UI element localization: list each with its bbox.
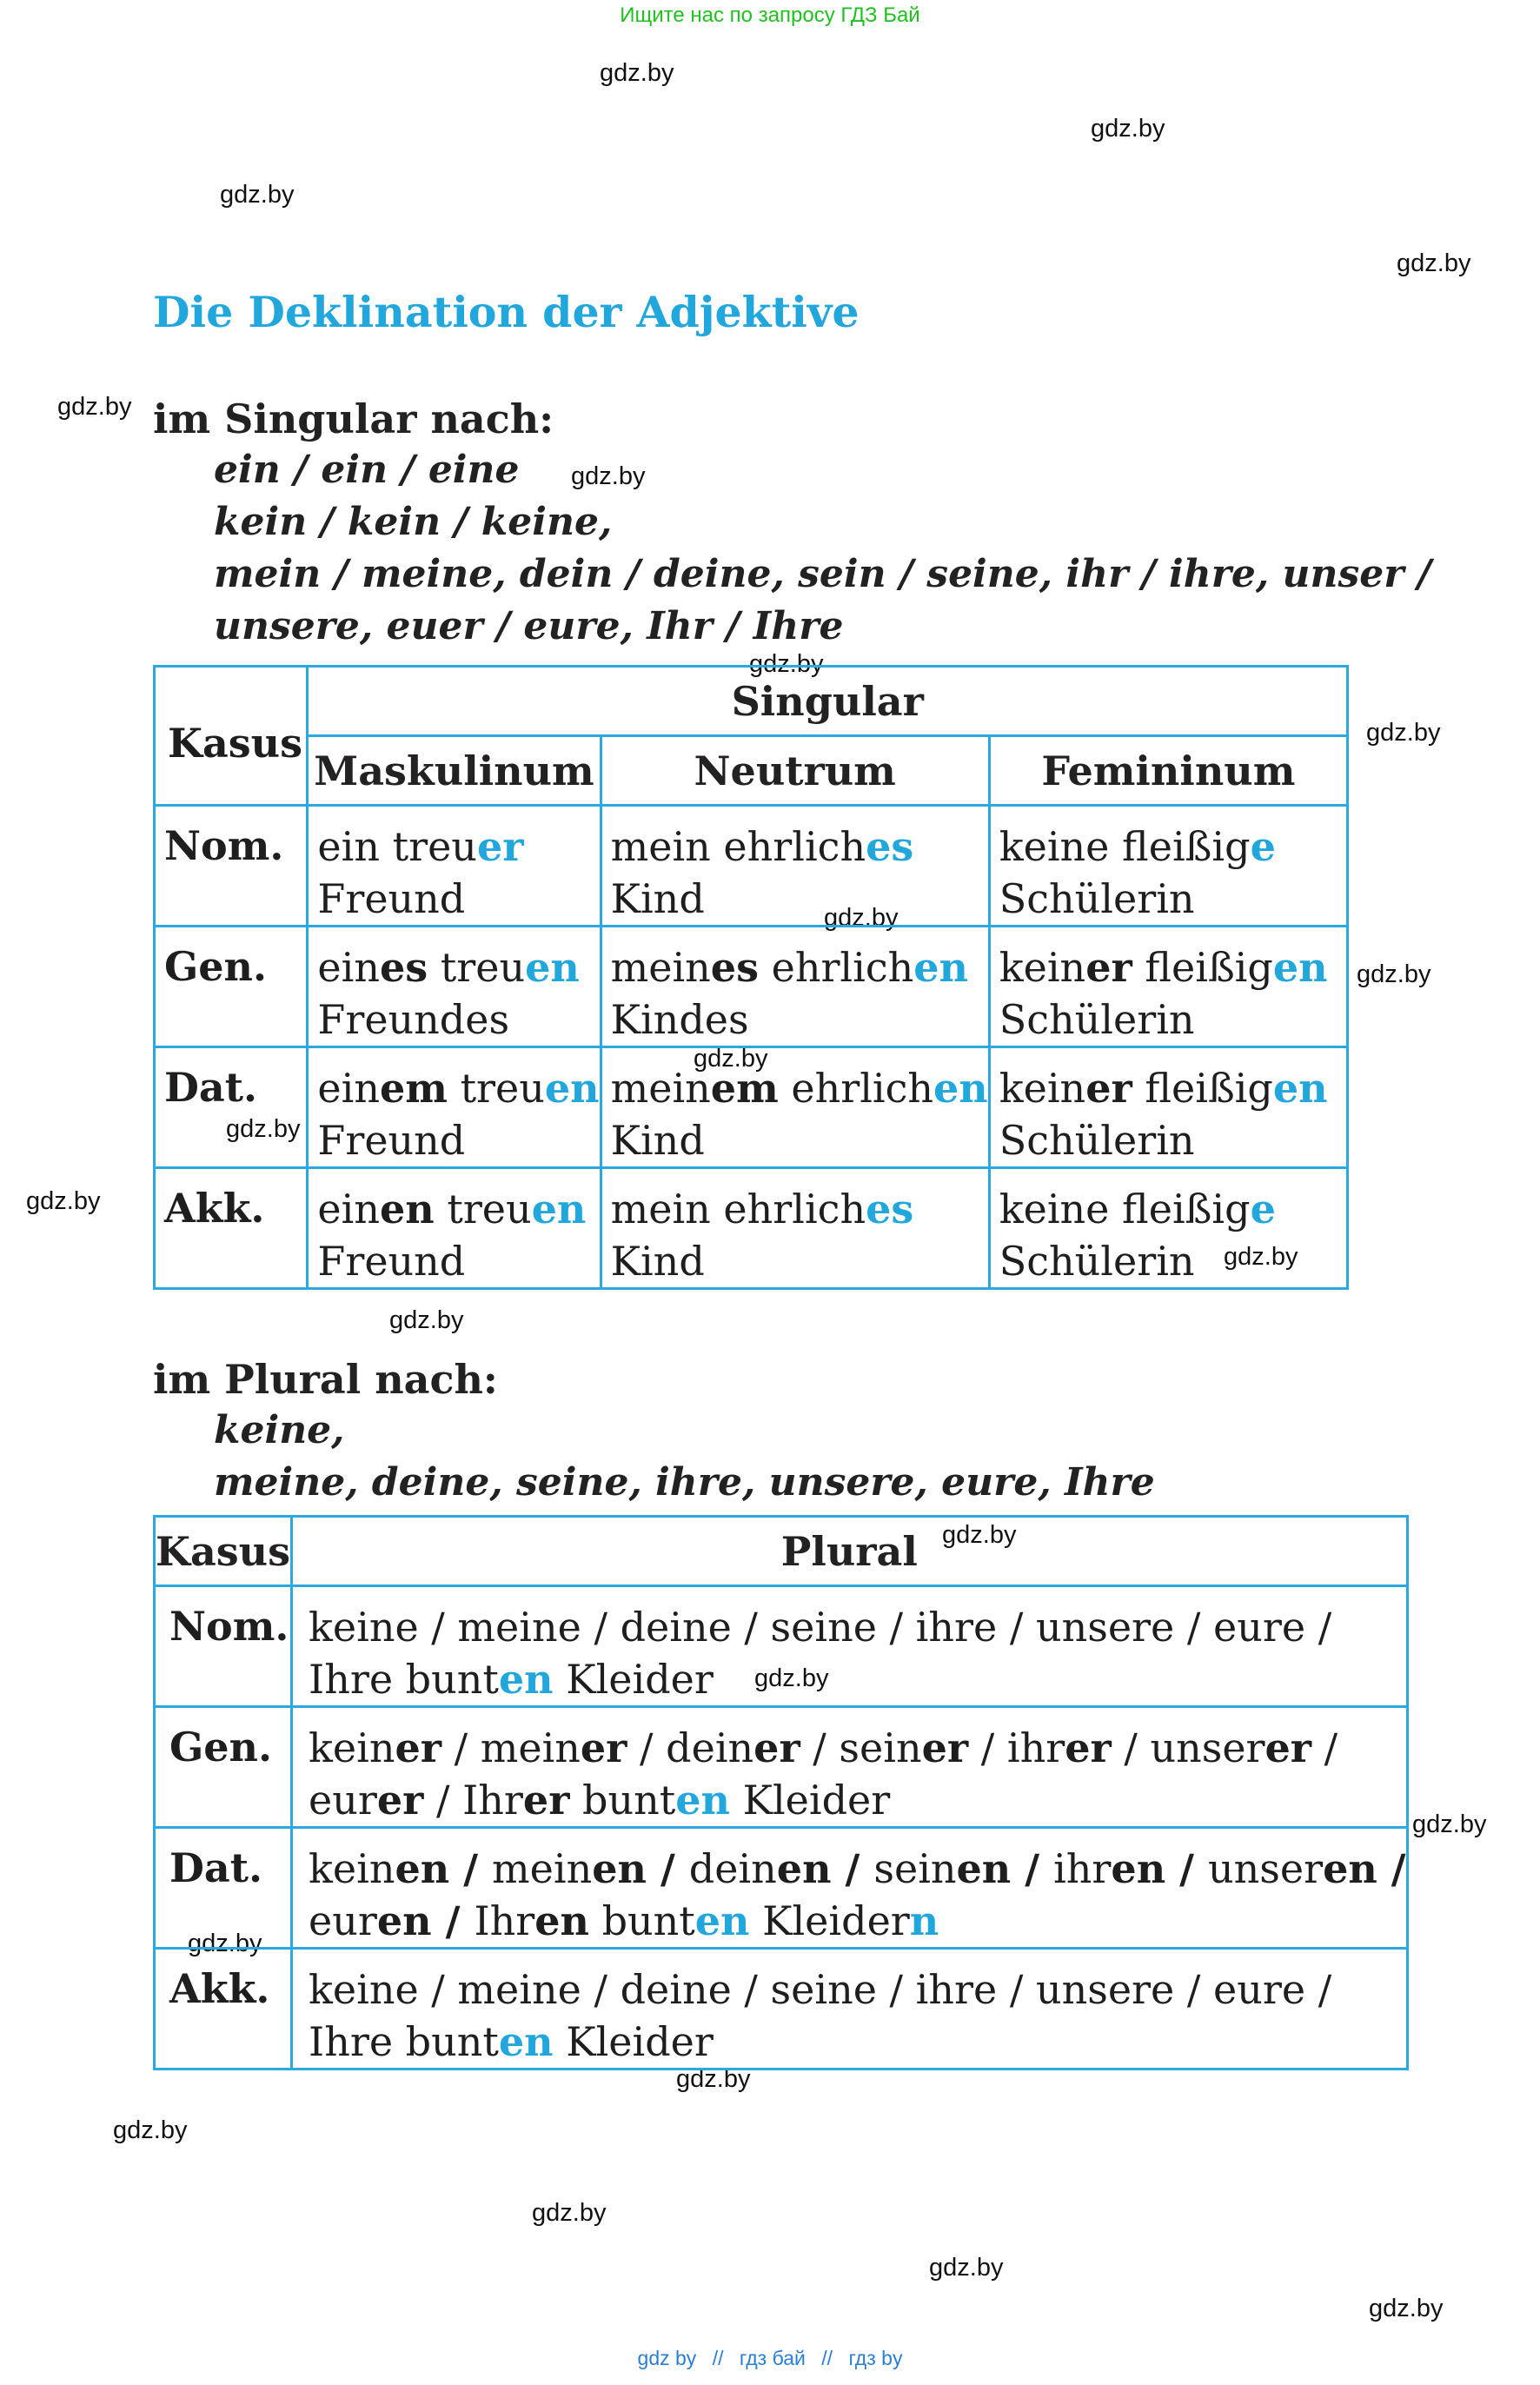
adjective-ending: en bbox=[1272, 944, 1328, 991]
cell-line bbox=[611, 1114, 988, 1166]
footer-link[interactable]: gdz by bbox=[637, 2347, 697, 2369]
article: kein bbox=[999, 1065, 1086, 1112]
cell-line bbox=[317, 1062, 599, 1114]
article: mein bbox=[610, 1186, 711, 1232]
article: keine bbox=[999, 823, 1110, 870]
cell-line bbox=[999, 1114, 1346, 1166]
text-segment: / bbox=[1311, 1724, 1338, 1771]
watermark: gdz.by bbox=[942, 1521, 1017, 1549]
adjective-ending: e bbox=[1250, 823, 1276, 870]
cell-line bbox=[317, 873, 599, 925]
singular-determiner-line: kein / kein / keine, bbox=[214, 500, 613, 544]
kasus-header: Kasus bbox=[155, 1517, 292, 1586]
declension-cell bbox=[989, 927, 1347, 1047]
femininum-header: Femininum bbox=[989, 736, 1347, 806]
case-label bbox=[155, 927, 308, 1047]
cell-line bbox=[309, 2016, 1406, 2068]
footer-separator: // bbox=[712, 2347, 724, 2369]
adjective: fleißig bbox=[1122, 823, 1251, 870]
noun: Kindes bbox=[610, 996, 749, 1043]
article-ending: em bbox=[379, 1065, 448, 1112]
text-segment: Ihr bbox=[474, 1897, 535, 1944]
table-row bbox=[155, 1586, 1408, 1707]
adjective: treu bbox=[447, 1186, 532, 1232]
space bbox=[711, 1186, 724, 1232]
adjective: treu bbox=[440, 944, 526, 991]
adjective: treu bbox=[392, 823, 477, 870]
space bbox=[448, 1065, 461, 1112]
article-ending: en bbox=[776, 1845, 832, 1892]
table-row bbox=[155, 806, 1348, 927]
noun: Schülerin bbox=[999, 1117, 1195, 1164]
watermark: gdz.by bbox=[1366, 719, 1441, 747]
cell-line bbox=[999, 993, 1346, 1046]
plural-header: Plural bbox=[292, 1517, 1408, 1586]
watermark: gdz.by bbox=[1091, 115, 1165, 143]
article-ending: em bbox=[710, 1065, 779, 1112]
noun: Schülerin bbox=[999, 1238, 1195, 1285]
declension-cell bbox=[292, 1828, 1408, 1949]
article-ending: en bbox=[956, 1845, 1012, 1892]
adjective-ending: n bbox=[909, 1897, 939, 1944]
case-label bbox=[155, 1707, 292, 1828]
article-ending: er bbox=[376, 1777, 424, 1824]
article-ending: en bbox=[379, 1186, 435, 1232]
declension-cell bbox=[292, 1949, 1408, 2069]
watermark: gdz.by bbox=[929, 2254, 1004, 2282]
singular-determiner-line: mein / meine, dein / deine, sein / seine, ihr / ihre, unser / bbox=[214, 552, 1431, 596]
text-segment: unser bbox=[1207, 1845, 1324, 1892]
plural-declension-table bbox=[153, 1515, 1409, 2070]
singular-determiner-line: ein / ein / eine bbox=[214, 448, 520, 492]
singular-header: Singular bbox=[308, 667, 1348, 736]
case-label bbox=[155, 1586, 292, 1707]
case-label-text: Nom. bbox=[169, 1603, 289, 1650]
watermark: gdz.by bbox=[1397, 249, 1471, 277]
cell-line bbox=[309, 1653, 1406, 1705]
watermark: gdz.by bbox=[1369, 2295, 1444, 2322]
adjective: fleißig bbox=[1145, 944, 1273, 991]
top-banner[interactable]: Ищите нас по запросу ГДЗ Бай bbox=[620, 3, 920, 27]
text-segment: / mein bbox=[441, 1724, 581, 1771]
cell-line bbox=[999, 941, 1346, 993]
article-ending: / bbox=[831, 1845, 874, 1892]
text-segment: ihr bbox=[1053, 1845, 1112, 1892]
watermark: gdz.by bbox=[824, 904, 899, 932]
adjective: ehrlich bbox=[723, 1186, 866, 1232]
noun: Kind bbox=[610, 875, 705, 922]
table-row bbox=[155, 1949, 1408, 2069]
text-segment: sein bbox=[873, 1845, 957, 1892]
declension-cell bbox=[989, 1168, 1347, 1289]
article-ending: / bbox=[431, 1897, 475, 1944]
adjective: ehrlich bbox=[791, 1065, 934, 1112]
article-ending: er bbox=[921, 1724, 969, 1771]
space bbox=[435, 1186, 448, 1232]
table-row bbox=[155, 1168, 1348, 1289]
noun: Kind bbox=[610, 1238, 705, 1285]
cell-line bbox=[317, 1235, 599, 1287]
article-ending: / bbox=[646, 1845, 689, 1892]
adjective-ending: en bbox=[1272, 1065, 1328, 1112]
declension-cell bbox=[308, 1047, 601, 1168]
case-label-text: Akk. bbox=[164, 1185, 265, 1232]
watermark: gdz.by bbox=[694, 1045, 768, 1073]
neutrum-header: Neutrum bbox=[601, 736, 989, 806]
adjective-ending: en bbox=[531, 1186, 587, 1232]
article-ending: er bbox=[1265, 1724, 1312, 1771]
text-segment: Kleider bbox=[729, 1777, 891, 1824]
article-ending: er bbox=[395, 1724, 441, 1771]
case-label-text: Gen. bbox=[169, 1724, 273, 1770]
article: ein bbox=[317, 944, 380, 991]
case-label bbox=[155, 1949, 292, 2069]
noun: Schülerin bbox=[999, 996, 1195, 1043]
space bbox=[711, 823, 724, 870]
space bbox=[1132, 1065, 1145, 1112]
case-label bbox=[155, 806, 308, 927]
article-ending: / bbox=[1165, 1845, 1208, 1892]
text-segment: / sein bbox=[800, 1724, 922, 1771]
case-label-text: Akk. bbox=[169, 1965, 270, 2012]
space bbox=[1109, 1186, 1122, 1232]
case-label bbox=[155, 1828, 292, 1949]
adjective-ending: en bbox=[498, 1656, 554, 1703]
watermark: gdz.by bbox=[1224, 1243, 1298, 1271]
singular-determiner-line: unsere, euer / eure, Ihr / Ihre bbox=[214, 604, 844, 648]
adjective-ending: en bbox=[933, 1065, 988, 1112]
table-row bbox=[155, 1707, 1408, 1828]
article-ending: er bbox=[1085, 944, 1132, 991]
watermark: gdz.by bbox=[749, 650, 824, 678]
cell-line bbox=[317, 993, 599, 1046]
watermark: gdz.by bbox=[188, 1930, 262, 1957]
plural-heading: im Plural nach: bbox=[153, 1356, 498, 1403]
article: ein bbox=[317, 1186, 380, 1232]
adjective: fleißig bbox=[1145, 1065, 1273, 1112]
adjective-ending: en bbox=[525, 944, 580, 991]
article-ending: en bbox=[534, 1897, 589, 1944]
article: mein bbox=[610, 1065, 711, 1112]
adjective-ending: er bbox=[476, 823, 524, 870]
cell-line bbox=[309, 1843, 1406, 1895]
declension-cell bbox=[601, 806, 989, 927]
declension-cell bbox=[308, 927, 601, 1047]
noun: Schülerin bbox=[999, 875, 1195, 922]
watermark: gdz.by bbox=[600, 59, 674, 87]
footer-link[interactable]: гдз бай bbox=[739, 2347, 806, 2369]
singular-heading: im Singular nach: bbox=[153, 395, 554, 442]
case-label bbox=[155, 1168, 308, 1289]
adjective-ending: e bbox=[1250, 1186, 1276, 1232]
space bbox=[1132, 944, 1145, 991]
watermark: gdz.by bbox=[754, 1664, 829, 1692]
adjective: ehrlich bbox=[771, 944, 914, 991]
text-segment: keine / meine / deine / seine / ihre / unsere / eure / bbox=[309, 1966, 1332, 2013]
cell-line bbox=[317, 1183, 599, 1235]
kasus-header: Kasus bbox=[155, 667, 308, 806]
space bbox=[759, 944, 772, 991]
watermark: gdz.by bbox=[220, 181, 295, 209]
case-label-text: Nom. bbox=[164, 822, 284, 869]
watermark: gdz.by bbox=[57, 393, 132, 421]
cell-line bbox=[611, 1183, 988, 1235]
text-segment: / dein bbox=[627, 1724, 754, 1771]
space bbox=[1109, 823, 1122, 870]
watermark: gdz.by bbox=[389, 1306, 464, 1334]
article-ending: er bbox=[753, 1724, 800, 1771]
watermark: gdz.by bbox=[226, 1115, 301, 1143]
watermark: gdz.by bbox=[26, 1187, 101, 1215]
cell-line bbox=[309, 1722, 1406, 1774]
adjective-ending: es bbox=[866, 1186, 914, 1232]
text-segment: / ihr bbox=[968, 1724, 1065, 1771]
article-ending: / bbox=[1377, 1845, 1406, 1892]
article-ending: es bbox=[710, 944, 759, 991]
case-label-text: Dat. bbox=[164, 1064, 257, 1111]
adjective: ehrlich bbox=[723, 823, 866, 870]
page-title: Die Deklination der Adjektive bbox=[153, 287, 860, 337]
cell-line bbox=[999, 820, 1346, 873]
text-segment: kein bbox=[309, 1845, 395, 1892]
cell-line bbox=[611, 1062, 988, 1114]
text-segment: Ihre bunt bbox=[309, 2018, 499, 2065]
declension-cell bbox=[308, 806, 601, 927]
article: mein bbox=[610, 944, 711, 991]
text-segment: bunt bbox=[569, 1777, 676, 1824]
text-segment: Kleider bbox=[553, 2018, 714, 2065]
watermark: gdz.by bbox=[1412, 1810, 1487, 1838]
space bbox=[779, 1065, 792, 1112]
article: ein bbox=[317, 823, 380, 870]
table-row bbox=[155, 927, 1348, 1047]
plural-determiner-line: meine, deine, seine, ihre, unsere, eure, Ihre bbox=[214, 1460, 1155, 1505]
text-segment: keine / meine / deine / seine / ihre / unsere / eure / bbox=[309, 1604, 1332, 1651]
table-row bbox=[155, 1828, 1408, 1949]
footer-separator: // bbox=[821, 2347, 833, 2369]
declension-cell bbox=[292, 1707, 1408, 1828]
article-ending: es bbox=[379, 944, 428, 991]
cell-line bbox=[309, 1601, 1406, 1653]
text-segment: eur bbox=[309, 1777, 377, 1824]
cell-line bbox=[317, 1114, 599, 1166]
text-segment: Kleider bbox=[749, 1897, 910, 1944]
adjective-ending: en bbox=[913, 944, 968, 991]
declension-cell bbox=[292, 1586, 1408, 1707]
watermark: gdz.by bbox=[676, 2065, 751, 2093]
declension-cell bbox=[989, 1047, 1347, 1168]
adjective-ending: en bbox=[544, 1065, 600, 1112]
singular-declension-table bbox=[153, 665, 1349, 1290]
article-ending: / bbox=[1011, 1845, 1054, 1892]
cell-line bbox=[611, 941, 988, 993]
declension-cell bbox=[601, 927, 989, 1047]
text-segment: / Ihr bbox=[423, 1777, 523, 1824]
cell-line bbox=[611, 993, 988, 1046]
article-ending: / bbox=[449, 1845, 493, 1892]
article-ending: en bbox=[1323, 1845, 1377, 1892]
text-segment: / unser bbox=[1111, 1724, 1265, 1771]
space bbox=[380, 823, 393, 870]
footer-links bbox=[0, 2347, 1540, 2370]
case-label bbox=[155, 1047, 308, 1168]
article-ending: en bbox=[592, 1845, 647, 1892]
cell-line bbox=[999, 1235, 1346, 1287]
declension-cell bbox=[308, 1168, 601, 1289]
cell-line bbox=[611, 1235, 988, 1287]
footer-link[interactable]: гдз by bbox=[848, 2347, 903, 2369]
watermark: gdz.by bbox=[1357, 960, 1431, 988]
cell-line bbox=[999, 1183, 1346, 1235]
adjective-ending: en bbox=[694, 1897, 750, 1944]
noun: Freund bbox=[317, 1238, 466, 1285]
cell-line bbox=[309, 1963, 1406, 2016]
adjective-ending: es bbox=[866, 823, 914, 870]
text-segment: Kleider bbox=[553, 1656, 714, 1703]
cell-line bbox=[611, 873, 988, 925]
article-ending: er bbox=[1085, 1065, 1132, 1112]
noun: Freund bbox=[317, 1117, 466, 1164]
noun: Freund bbox=[317, 875, 466, 922]
case-label-text: Gen. bbox=[164, 943, 268, 990]
plural-determiner-line: keine, bbox=[214, 1408, 345, 1452]
declension-cell bbox=[601, 1047, 989, 1168]
watermark: gdz.by bbox=[571, 462, 646, 490]
article: ein bbox=[317, 1065, 380, 1112]
text-segment: bunt bbox=[588, 1897, 695, 1944]
article-ending: er bbox=[1065, 1724, 1112, 1771]
case-label-text: Dat. bbox=[169, 1844, 262, 1891]
cell-line bbox=[309, 1895, 1406, 1947]
article: mein bbox=[610, 823, 711, 870]
maskulinum-header: Maskulinum bbox=[308, 736, 601, 806]
article-ending: en bbox=[376, 1897, 432, 1944]
text-segment: Ihre bunt bbox=[309, 1656, 499, 1703]
adjective-ending: en bbox=[498, 2018, 554, 2065]
watermark: gdz.by bbox=[113, 2116, 188, 2144]
noun: Freundes bbox=[317, 996, 510, 1043]
text-segment: kein bbox=[309, 1724, 395, 1771]
cell-line bbox=[317, 820, 599, 873]
cell-line bbox=[309, 1774, 1406, 1826]
space bbox=[428, 944, 441, 991]
article: kein bbox=[999, 944, 1086, 991]
adjective: fleißig bbox=[1122, 1186, 1251, 1232]
table-row bbox=[155, 1047, 1348, 1168]
adjective: treu bbox=[460, 1065, 545, 1112]
cell-line bbox=[611, 820, 988, 873]
watermark: gdz.by bbox=[532, 2199, 607, 2227]
text-segment: mein bbox=[492, 1845, 593, 1892]
text-segment: eur bbox=[309, 1897, 377, 1944]
article: keine bbox=[999, 1186, 1110, 1232]
noun: Kind bbox=[610, 1117, 705, 1164]
adjective-ending: en bbox=[675, 1777, 730, 1824]
cell-line bbox=[999, 1062, 1346, 1114]
declension-cell bbox=[989, 806, 1347, 927]
article-ending: en bbox=[1111, 1845, 1166, 1892]
text-segment: dein bbox=[688, 1845, 777, 1892]
cell-line bbox=[999, 873, 1346, 925]
cell-line bbox=[317, 941, 599, 993]
article-ending: er bbox=[522, 1777, 570, 1824]
article-ending: er bbox=[580, 1724, 627, 1771]
declension-cell bbox=[601, 1168, 989, 1289]
article-ending: en bbox=[395, 1845, 450, 1892]
